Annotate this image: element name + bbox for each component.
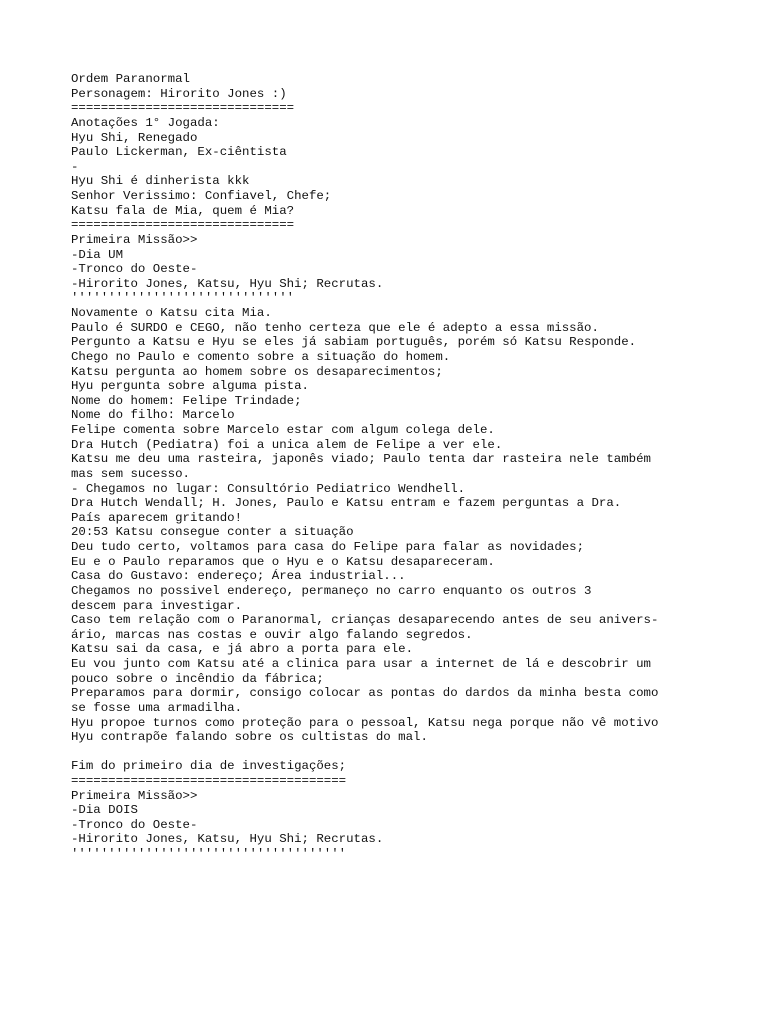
document-line: Eu e o Paulo reparamos que o Hyu e o Katsu desapareceram. [71,554,495,569]
document-line: descem para investigar. [71,598,243,613]
document-line: Novamente o Katsu cita Mia. [71,306,272,320]
document-line: Pergunto a Katsu e Hyu se eles já sabiam português, porém só Katsu Responde. [71,335,637,350]
document-line: '''''''''''''''''''''''''''''' [71,291,295,306]
document-line: Eu vou junto com Katsu até a clinica para usar a internet de lá e descobrir um [71,657,651,671]
document-line: Personagem: Hirorito Jones :) [71,86,287,101]
document-line: -Hirorito Jones, Katsu, Hyu Shi; Recrutas. [71,276,384,291]
document-line: Senhor Verissimo: Confiavel, Chefe; [71,189,332,203]
document-line: Anotações 1° Jogada: [71,115,220,130]
document-line: Paulo é SURDO e CEGO, não tenho certeza que ele é adepto a essa missão. [71,320,599,335]
document-line: -Tronco do Oeste- [71,262,198,277]
document-line: Preparamos para dormir, consigo colocar as pontas do dardos da minha besta como [71,686,659,701]
document-line: Katsu sai da casa, e já abro a porta para ele. [71,642,414,657]
document-line: Hyu contrapõe falando sobre os cultistas do mal. [71,730,428,745]
document-line: Katsu me deu uma rasteira, japonês viado; Paulo tenta dar rasteira nele também [71,452,651,467]
document-line: Dra Hutch (Pediatra) foi a unica alem de Felipe a ver ele. [71,437,503,452]
document-line: Primeira Missão>> [71,232,198,247]
document-line: 20:53 Katsu consegue conter a situação [71,525,354,540]
document-line: Deu tudo certo, voltamos para casa do Felipe para falar as novidades; [71,540,585,554]
document-line: -Dia DOIS [71,803,138,818]
document-line: -Dia UM [71,247,124,262]
document-body [71,72,731,862]
document-line: ário, marcas nas costas e ouvir algo falando segredos. [71,627,473,642]
document-line: Caso tem relação com o Paranormal, crianças desaparecendo antes de seu anivers- [71,613,659,628]
document-line: Hyu pergunta sobre alguma pista. [71,379,309,394]
document-line: - Chegamos no lugar: Consultório Pediatrico Wendhell. [71,481,466,496]
document-line: se fosse uma armadilha. [71,700,243,715]
document-line: Casa do Gustavo: endereço; Área industrial... [71,569,406,584]
document-line: Nome do filho: Marcelo [71,408,235,423]
document-line: -Hirorito Jones, Katsu, Hyu Shi; Recrutas. [71,832,384,847]
document-line: País aparecem gritando! [71,510,243,525]
document-line: ''''''''''''''''''''''''''''''''''''' [71,847,347,862]
document-line: ===================================== [71,773,347,788]
document-line: Paulo Lickerman, Ex-ciêntista [71,145,287,160]
document-line: ============================== [71,101,295,116]
document-line [71,745,731,760]
document-line: Nome do homem: Felipe Trindade; [71,393,302,408]
document-line: Dra Hutch Wendall; H. Jones, Paulo e Katsu entram e fazem perguntas a Dra. [71,496,622,511]
document-line: mas sem sucesso. [71,466,190,481]
document-line: Hyu Shi, Renegado [71,130,198,145]
document-line: - [71,159,79,174]
document-line: Katsu pergunta ao homem sobre os desaparecimentos; [71,364,443,379]
document-line: Primeira Missão>> [71,788,198,803]
document-line: Hyu Shi é dinherista kkk [71,174,250,189]
document-line: -Tronco do Oeste- [71,817,198,832]
document-line: Chegamos no possivel endereço, permaneço no carro enquanto os outros 3 [71,583,592,598]
document-line: Hyu propoe turnos como proteção para o pessoal, Katsu nega porque não vê motivo [71,715,659,730]
document-line: pouco sobre o incêndio da fábrica; [71,671,324,686]
document-line: Katsu fala de Mia, quem é Mia? [71,203,295,218]
document-line: Ordem Paranormal [71,72,190,86]
document-line: Felipe comenta sobre Marcelo estar com algum colega dele. [71,423,495,437]
document-line: Chego no Paulo e comento sobre a situação do homem. [71,349,451,364]
document-line: ============================== [71,218,295,233]
document-line: Fim do primeiro dia de investigações; [71,759,347,774]
